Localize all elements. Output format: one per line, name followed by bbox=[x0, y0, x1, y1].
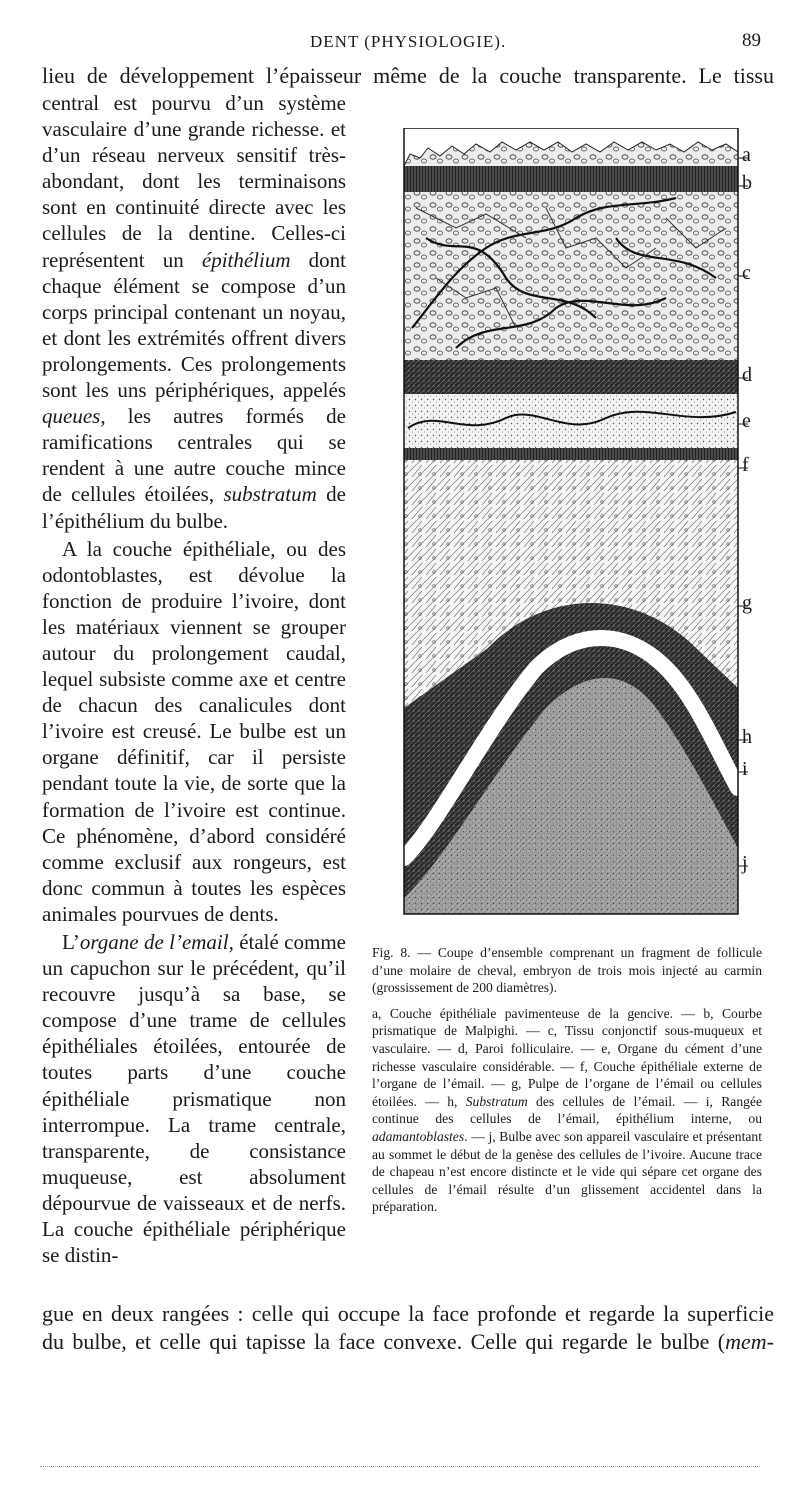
running-head bbox=[0, 30, 800, 60]
figure-label-i: i bbox=[742, 758, 748, 780]
page-number: 89 bbox=[742, 30, 761, 51]
paragraph-1: central est pourvu d’un système vasculaire d’une grande richesse. et d’un réseau nerveux sensitif très-abondant, dont les terminaisons sont en continuité directe avec les cellules de la dentine. Celles-ci représentent un épithélium dont chaque élément se compose d’un corps principal contenant un noyau, et dont les extrémités offrent divers prolongements. Ces prolongements sont les uns périphériques, appelés queues, les autres formés de ramifications centrales qui se rendent à une autre couche mince de cellules étoilées, substratum de l’épithélium du bulbe. bbox=[42, 91, 346, 533]
tooth-follicle-section-illustration bbox=[396, 128, 764, 918]
paragraph-2: A la couche épithéliale, ou des odontoblastes, est dévolue la fonction de produire l’ivoire, dont les matériaux viennent se grouper autour du prolongement caudal, lequel subsiste comme axe et centre de chacun des canalicules dont l’ivoire est creusé. Le bulbe est un organe définitif, car il persiste pendant toute la vie, de sorte que la formation de l’ivoire est continue. Ce phénomène, d’abord considéré comme exclusif aux rongeurs, est donc commun à toutes les espèces animales pourvues de dents. bbox=[42, 536, 346, 926]
figure-label-h: h bbox=[742, 726, 752, 748]
figure-label-c: c bbox=[742, 262, 751, 284]
paragraph-3: L’organe de l’email, étalé comme un capuchon sur le précédent, qu’il recouvre jusqu’à sa base, se compose d’une trame de cellules épithéliales étoilées, entourée de toutes parts d’une couche épithéliale prismatique non interrompue. La trame centrale, transparente, de consistance muqueuse, est absolument dépourvue de vaisseaux et de nerfs. La couche épithéliale périphérique se distin- bbox=[42, 930, 346, 1268]
bottom-line-2: du bulbe, et celle qui tapisse la face convexe. Celle qui regarde le bulbe (mem- bbox=[42, 1329, 774, 1354]
figure-caption bbox=[372, 944, 762, 1216]
figure-label-f: f bbox=[742, 454, 749, 476]
figure-label-d: d bbox=[742, 364, 752, 386]
figure-label-j: j bbox=[742, 852, 748, 874]
running-title: DENT (PHYSIOLOGIE). bbox=[310, 32, 507, 51]
figure-label-a: a bbox=[742, 144, 751, 166]
figure-label-b: b bbox=[742, 172, 752, 194]
bottom-line-1: gue en deux rangées : celle qui occupe la face profonde et regarde la superficie bbox=[42, 1301, 774, 1326]
caption-head: Fig. 8. — Coupe d’ensemble comprenant un fragment de follicule d’une molaire de cheval, embryon de trois mois injecté au carmin (grossissement de 200 diamètres). bbox=[372, 945, 762, 996]
first-full-line: lieu de développement l’épaisseur même de la couche transparente. Le tissu bbox=[42, 63, 774, 88]
bottom-print-rule bbox=[40, 1466, 760, 1467]
caption-legend: a, Couche épithéliale pavimenteuse de la gencive. — b, Courbe prismatique de Malpighi. — c, Tissu conjonctif sous-muqueux et vasculaire. — d, Paroi folliculaire. — e, Organe du cément d’une richesse vasculaire considérable. — f, Couche épithéliale externe de l’organe de l’émail. — g, Pulpe de l’organe de l’émail ou cellules étoilées. — h, Substratum des cellules de l’émail. — i, Rangée continue des cellules de l’émail, épithélium interne, ou adamantoblastes. — j, Bulbe avec son appareil vasculaire et présentant au sommet le début de la genèse des cellules de l’ivoire. Aucune trace de chapeau n’est encore distincte et le vide qui sépare cet organe des cellules de l’émail résulte d’un glissement accidentel dans la préparation. bbox=[372, 1005, 763, 1215]
figure-label-e: e bbox=[742, 410, 751, 432]
figure-label-g: g bbox=[742, 592, 752, 614]
histology-figure bbox=[396, 128, 764, 918]
left-column bbox=[42, 90, 346, 1268]
